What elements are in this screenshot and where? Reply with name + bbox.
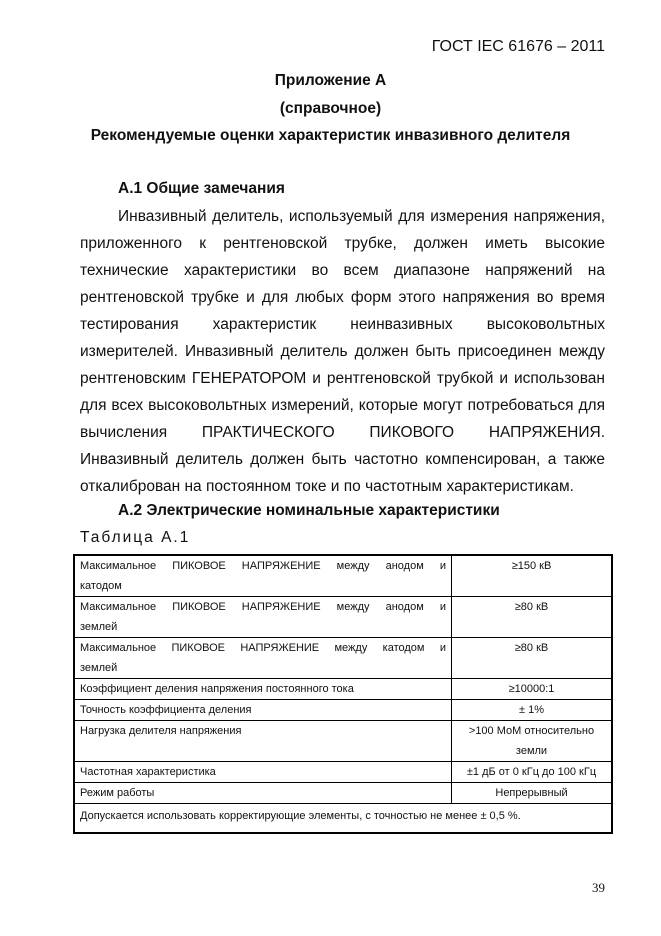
value-cell: ≥10000:1 bbox=[452, 679, 613, 700]
parameter-line: Максимальное ПИКОВОЕ НАПРЯЖЕНИЕ между катодом и bbox=[80, 642, 446, 654]
parameter-line: землей bbox=[80, 621, 118, 633]
value-cell: ≥80 кВ bbox=[452, 597, 613, 638]
table-row bbox=[74, 555, 612, 597]
table-row bbox=[74, 783, 612, 804]
table-note: Допускается использовать корректирующие элементы, с точностью не менее ± 0,5 %. bbox=[74, 804, 612, 834]
value-line: земли bbox=[515, 745, 548, 757]
table-caption: Таблица А.1 bbox=[80, 529, 191, 546]
value-cell: ±1 дБ от 0 кГц до 100 кГц bbox=[452, 762, 613, 783]
section-2-heading: А.2 Электрические номинальные характеристики bbox=[118, 502, 500, 519]
parameter-cell bbox=[74, 597, 452, 638]
parameter-line: Максимальное ПИКОВОЕ НАПРЯЖЕНИЕ между анодом и bbox=[80, 560, 446, 572]
table-row bbox=[74, 762, 612, 783]
parameter-line: Максимальное ПИКОВОЕ НАПРЯЖЕНИЕ между анодом и bbox=[80, 601, 446, 613]
parameter-line: землей bbox=[80, 662, 118, 674]
appendix-subtitle: (справочное) bbox=[279, 100, 382, 117]
value-cell bbox=[452, 721, 613, 762]
parameter-cell: Коэффициент деления напряжения постоянного тока bbox=[74, 679, 452, 700]
value-cell: ≥150 кВ bbox=[452, 555, 613, 597]
parameter-cell: Частотная характеристика bbox=[74, 762, 452, 783]
table-row bbox=[74, 721, 612, 762]
table-row bbox=[74, 597, 612, 638]
value-cell: ≥80 кВ bbox=[452, 638, 613, 679]
parameter-cell: Точность коэффициента деления bbox=[74, 700, 452, 721]
section-1-heading: А.1 Общие замечания bbox=[118, 180, 285, 197]
parameter-cell: Режим работы bbox=[74, 783, 452, 804]
value-cell: Непрерывный bbox=[452, 783, 613, 804]
parameter-line: катодом bbox=[80, 580, 122, 592]
parameter-cell bbox=[74, 555, 452, 597]
value-line: >100 МоМ относительно bbox=[468, 725, 595, 737]
appendix-title: Приложение А bbox=[274, 72, 387, 89]
table-row bbox=[74, 638, 612, 679]
parameter-cell bbox=[74, 638, 452, 679]
value-cell: ± 1% bbox=[452, 700, 613, 721]
ratings-table bbox=[73, 554, 613, 834]
table-row bbox=[74, 700, 612, 721]
section-1-text: Инвазивный делитель, используемый для измерения напряжения, приложенного к рентгеновской трубке, должен иметь высокие технические характеристики во всем диапазоне напряжений на рентгеновской трубке и для любых форм этого напряжения во время тестирования характеристик неинвазивных высоковольтных измерителей. Инвазивный делитель должен быть присоединен между рентгеновским ГЕНЕРАТОРОМ и рентгеновской трубкой и использован для всех высоковольтных измерений, которые могут потребоваться для вычисления ПРАКТИЧЕСКОГО ПИКОВОГО НАПРЯЖЕНИЯ. Инвазивный делитель должен быть частотно компенсирован, а также откалиброван на постоянном токе и по частотным характеристикам. bbox=[80, 208, 605, 495]
parameter-cell: Нагрузка делителя напряжения bbox=[74, 721, 452, 762]
table-row bbox=[74, 679, 612, 700]
table-note-row bbox=[74, 804, 612, 834]
appendix-heading: Рекомендуемые оценки характеристик инвазивного делителя bbox=[90, 127, 571, 144]
page-number: 39 bbox=[592, 880, 605, 895]
standard-header: ГОСТ IEC 61676 – 2011 bbox=[431, 38, 605, 55]
